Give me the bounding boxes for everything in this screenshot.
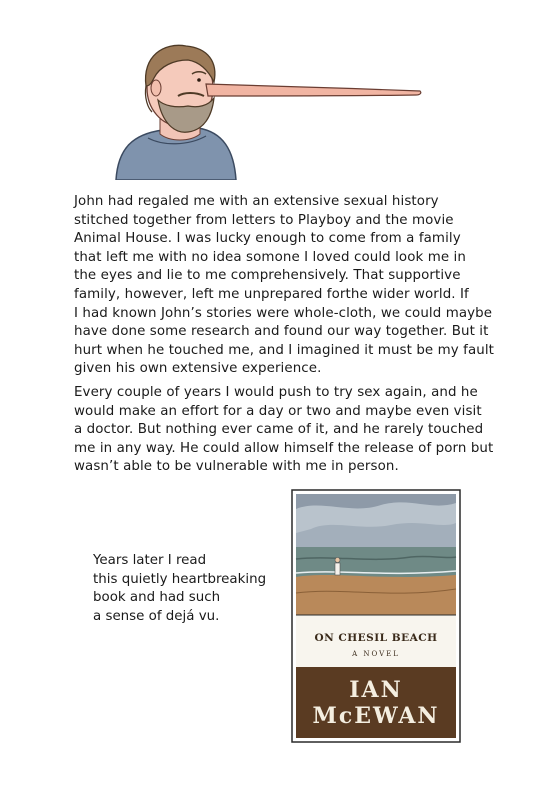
paragraph-line: given his own extensive experience. xyxy=(74,361,322,377)
book-subtitle: A NOVEL xyxy=(352,650,400,658)
paragraph-1 xyxy=(74,193,495,379)
paragraph-line: family, however, left me unprepared forthe wider world. If xyxy=(74,286,469,302)
side-note xyxy=(93,552,266,626)
paragraph-line: have done some research and found our way together. But it xyxy=(74,324,489,340)
paragraph-line: John had regaled me with an extensive sexual history xyxy=(74,194,439,209)
paragraph-line: a doctor. But nothing ever came of it, and he rarely touched xyxy=(74,422,484,438)
paragraph-line: the eyes and lie to me comprehensively. That supportive xyxy=(74,268,461,284)
book-cover-illustration xyxy=(291,489,461,743)
paragraph-line: Every couple of years I would push to try sex again, and he xyxy=(74,385,478,400)
paragraph-line: wasn’t able to be vulnerable with me in person. xyxy=(74,459,399,475)
side-note-line: Years later I read xyxy=(93,553,207,568)
paragraph-line: that left me with no idea somone I loved could look me in xyxy=(74,249,466,265)
paragraph-line: stitched together from letters to Playboy and the movie xyxy=(74,212,454,228)
paragraph-2 xyxy=(74,384,494,477)
side-note-line: a sense of dejá vu. xyxy=(93,608,220,624)
paragraph-line: would make an effort for a day or two and maybe even visit xyxy=(74,403,482,419)
paragraph-line: I had known John’s stories were whole-cloth, we could maybe xyxy=(74,305,493,321)
long-nose-man-illustration xyxy=(108,38,428,180)
paragraph-line: hurt when he touched me, and I imagined it must be my fault xyxy=(74,342,495,358)
book-title: ON CHESIL BEACH xyxy=(314,632,438,644)
book-author-first: IAN xyxy=(349,677,403,703)
book-author-last: McEWAN xyxy=(312,703,440,729)
paragraph-line: me in any way. He could allow himself the release of porn but xyxy=(74,440,494,456)
side-note-line: this quietly heartbreaking xyxy=(93,571,267,587)
paragraph-line: Animal House. I was lucky enough to come from a family xyxy=(74,231,461,247)
side-note-line: book and had such xyxy=(93,590,221,606)
